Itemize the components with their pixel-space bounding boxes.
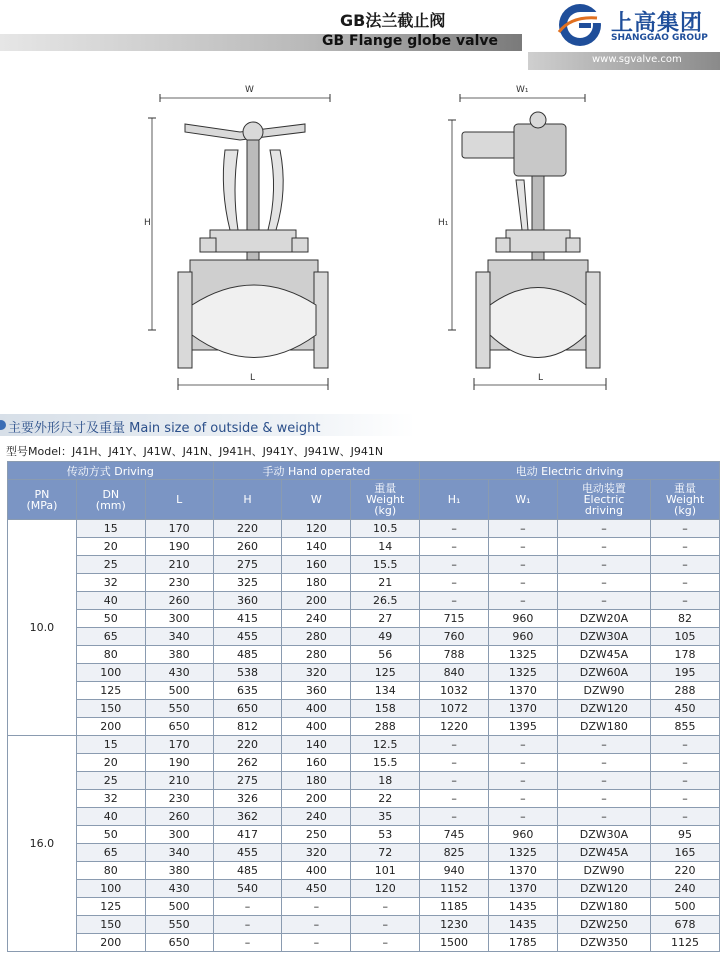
table-cell: DZW350 bbox=[557, 934, 650, 952]
table-cell: DZW45A bbox=[557, 844, 650, 862]
table-row bbox=[8, 520, 720, 538]
table-cell: – bbox=[557, 556, 650, 574]
table-cell: 134 bbox=[351, 682, 420, 700]
table-row bbox=[8, 538, 720, 556]
table-cell: – bbox=[420, 538, 489, 556]
table-row bbox=[8, 844, 720, 862]
table-row bbox=[8, 898, 720, 916]
table-cell: 788 bbox=[420, 646, 489, 664]
table-cell: – bbox=[557, 520, 650, 538]
table-cell: 960 bbox=[489, 628, 558, 646]
table-cell: 1435 bbox=[489, 898, 558, 916]
table-cell: 1370 bbox=[489, 700, 558, 718]
table-cell: 150 bbox=[76, 700, 145, 718]
table-cell: – bbox=[557, 790, 650, 808]
col-header-dn: DN (mm) bbox=[76, 480, 145, 520]
table-cell: 95 bbox=[651, 826, 720, 844]
table-cell: – bbox=[557, 754, 650, 772]
table-cell: DZW60A bbox=[557, 664, 650, 682]
table-cell: 262 bbox=[213, 754, 282, 772]
website-link[interactable]: www.sgvalve.com bbox=[592, 54, 682, 65]
table-cell: 325 bbox=[213, 574, 282, 592]
table-cell: 170 bbox=[145, 520, 213, 538]
table-row bbox=[8, 772, 720, 790]
table-cell: – bbox=[489, 736, 558, 754]
table-cell: – bbox=[489, 772, 558, 790]
table-cell: 415 bbox=[213, 610, 282, 628]
table-cell: 260 bbox=[213, 538, 282, 556]
table-cell: 40 bbox=[76, 808, 145, 826]
table-cell: – bbox=[282, 916, 351, 934]
model-line: 型号Model：J41H、J41Y、J41W、J41N、J941H、J941Y、J941W、J941N bbox=[6, 445, 384, 458]
page-title-en: GB Flange globe valve bbox=[322, 33, 499, 49]
table-cell: 26.5 bbox=[351, 592, 420, 610]
pn-cell: 10.0 bbox=[8, 520, 77, 736]
group-header-hand: 手动 Hand operated bbox=[213, 462, 420, 480]
table-cell: 195 bbox=[651, 664, 720, 682]
table-cell: – bbox=[651, 538, 720, 556]
table-cell: – bbox=[420, 808, 489, 826]
g-logo-icon bbox=[557, 2, 603, 48]
table-cell: – bbox=[213, 916, 282, 934]
table-cell: 56 bbox=[351, 646, 420, 664]
brand-name-cn: 上高集团 bbox=[611, 11, 704, 36]
spec-table bbox=[7, 461, 720, 952]
table-cell: – bbox=[489, 790, 558, 808]
table-cell: 210 bbox=[145, 772, 213, 790]
table-cell: – bbox=[557, 772, 650, 790]
table-cell: DZW90 bbox=[557, 862, 650, 880]
table-cell: 500 bbox=[651, 898, 720, 916]
table-cell: – bbox=[351, 934, 420, 952]
table-cell: – bbox=[351, 898, 420, 916]
table-cell: – bbox=[213, 898, 282, 916]
table-cell: 220 bbox=[213, 520, 282, 538]
bullet-icon bbox=[0, 420, 6, 430]
table-cell: 678 bbox=[651, 916, 720, 934]
valve-drawing bbox=[130, 80, 610, 400]
table-cell: 360 bbox=[213, 592, 282, 610]
table-cell: 21 bbox=[351, 574, 420, 592]
table-cell: 1220 bbox=[420, 718, 489, 736]
table-cell: 500 bbox=[145, 898, 213, 916]
table-cell: DZW120 bbox=[557, 700, 650, 718]
table-cell: 230 bbox=[145, 574, 213, 592]
table-cell: 125 bbox=[76, 898, 145, 916]
table-cell: 200 bbox=[282, 790, 351, 808]
table-cell: – bbox=[489, 592, 558, 610]
table-row bbox=[8, 628, 720, 646]
table-cell: 825 bbox=[420, 844, 489, 862]
table-cell: 18 bbox=[351, 772, 420, 790]
table-cell: 1325 bbox=[489, 646, 558, 664]
dim-w-label: W bbox=[245, 85, 254, 95]
table-cell: 455 bbox=[213, 844, 282, 862]
table-cell: – bbox=[420, 772, 489, 790]
table-row bbox=[8, 916, 720, 934]
table-cell: – bbox=[651, 592, 720, 610]
table-cell: 280 bbox=[282, 628, 351, 646]
table-cell: 550 bbox=[145, 916, 213, 934]
table-cell: 120 bbox=[282, 520, 351, 538]
table-cell: 400 bbox=[282, 700, 351, 718]
table-cell: 340 bbox=[145, 628, 213, 646]
dim-l-label: L bbox=[250, 373, 256, 383]
table-cell: 320 bbox=[282, 664, 351, 682]
table-cell: 855 bbox=[651, 718, 720, 736]
table-cell: 15.5 bbox=[351, 754, 420, 772]
table-cell: DZW180 bbox=[557, 718, 650, 736]
col-header-h: H bbox=[213, 480, 282, 520]
table-cell: 25 bbox=[76, 772, 145, 790]
table-cell: 14 bbox=[351, 538, 420, 556]
table-cell: – bbox=[420, 556, 489, 574]
table-cell: DZW180 bbox=[557, 898, 650, 916]
table-row bbox=[8, 880, 720, 898]
table-cell: 550 bbox=[145, 700, 213, 718]
table-cell: 430 bbox=[145, 664, 213, 682]
col-header-w1: W₁ bbox=[489, 480, 558, 520]
table-cell: – bbox=[420, 736, 489, 754]
table-cell: 65 bbox=[76, 628, 145, 646]
table-cell: 80 bbox=[76, 862, 145, 880]
table-cell: 430 bbox=[145, 880, 213, 898]
table-cell: 260 bbox=[145, 808, 213, 826]
table-cell: – bbox=[420, 790, 489, 808]
col-header-l: L bbox=[145, 480, 213, 520]
table-cell: 160 bbox=[282, 556, 351, 574]
table-cell: 25 bbox=[76, 556, 145, 574]
table-cell: 1072 bbox=[420, 700, 489, 718]
table-cell: 240 bbox=[282, 808, 351, 826]
table-cell: – bbox=[651, 772, 720, 790]
table-cell: – bbox=[651, 574, 720, 592]
col-header-w: W bbox=[282, 480, 351, 520]
table-cell: 540 bbox=[213, 880, 282, 898]
table-cell: 745 bbox=[420, 826, 489, 844]
table-cell: 326 bbox=[213, 790, 282, 808]
table-cell: 275 bbox=[213, 772, 282, 790]
table-cell: 158 bbox=[351, 700, 420, 718]
table-cell: 635 bbox=[213, 682, 282, 700]
table-cell: 105 bbox=[651, 628, 720, 646]
table-cell: 400 bbox=[282, 862, 351, 880]
group-header-driving: 传动方式 Driving bbox=[8, 462, 214, 480]
table-cell: 125 bbox=[76, 682, 145, 700]
table-cell: 230 bbox=[145, 790, 213, 808]
table-cell: 190 bbox=[145, 754, 213, 772]
col-header-h1: H₁ bbox=[420, 480, 489, 520]
dim-w1-label: W₁ bbox=[516, 85, 529, 95]
table-cell: – bbox=[213, 934, 282, 952]
table-cell: – bbox=[489, 520, 558, 538]
col-header-device: 电动装置 Electric driving bbox=[557, 480, 650, 520]
table-cell: 300 bbox=[145, 610, 213, 628]
table-cell: – bbox=[651, 754, 720, 772]
table-cell: – bbox=[489, 754, 558, 772]
table-cell: – bbox=[651, 736, 720, 754]
table-cell: 1785 bbox=[489, 934, 558, 952]
table-cell: 650 bbox=[145, 718, 213, 736]
table-cell: 50 bbox=[76, 610, 145, 628]
table-row bbox=[8, 592, 720, 610]
table-cell: 15 bbox=[76, 736, 145, 754]
table-cell: DZW30A bbox=[557, 628, 650, 646]
table-cell: 32 bbox=[76, 790, 145, 808]
column-header-row bbox=[8, 480, 720, 520]
table-cell: 101 bbox=[351, 862, 420, 880]
table-cell: – bbox=[557, 592, 650, 610]
table-cell: 200 bbox=[76, 934, 145, 952]
table-cell: 140 bbox=[282, 538, 351, 556]
table-cell: 760 bbox=[420, 628, 489, 646]
table-cell: – bbox=[651, 556, 720, 574]
table-cell: 380 bbox=[145, 862, 213, 880]
table-cell: 1370 bbox=[489, 862, 558, 880]
page-title-cn: GB法兰截止阀 bbox=[340, 11, 446, 30]
table-cell: – bbox=[489, 556, 558, 574]
table-cell: 180 bbox=[282, 772, 351, 790]
table-cell: – bbox=[282, 934, 351, 952]
table-cell: 160 bbox=[282, 754, 351, 772]
table-cell: 320 bbox=[282, 844, 351, 862]
table-row bbox=[8, 934, 720, 952]
table-cell: 150 bbox=[76, 916, 145, 934]
pn-cell: 16.0 bbox=[8, 736, 77, 952]
table-cell: 178 bbox=[651, 646, 720, 664]
table-cell: 1325 bbox=[489, 664, 558, 682]
group-header-electric: 电动 Electric driving bbox=[420, 462, 720, 480]
table-row bbox=[8, 718, 720, 736]
table-cell: 362 bbox=[213, 808, 282, 826]
table-cell: 1500 bbox=[420, 934, 489, 952]
table-cell: 650 bbox=[145, 934, 213, 952]
table-cell: 32 bbox=[76, 574, 145, 592]
table-cell: 380 bbox=[145, 646, 213, 664]
table-cell: 120 bbox=[351, 880, 420, 898]
dim-h-label: H bbox=[144, 218, 151, 228]
table-cell: – bbox=[282, 898, 351, 916]
table-row bbox=[8, 556, 720, 574]
table-row bbox=[8, 754, 720, 772]
table-row bbox=[8, 862, 720, 880]
section-title: 主要外形尺寸及重量 Main size of outside & weight bbox=[8, 421, 321, 436]
table-cell: 1032 bbox=[420, 682, 489, 700]
table-cell: 360 bbox=[282, 682, 351, 700]
table-cell: 210 bbox=[145, 556, 213, 574]
table-cell: DZW90 bbox=[557, 682, 650, 700]
table-cell: 15 bbox=[76, 520, 145, 538]
brand-name-en: SHANGGAO GROUP bbox=[611, 33, 708, 43]
table-cell: 240 bbox=[651, 880, 720, 898]
table-cell: 170 bbox=[145, 736, 213, 754]
col-header-pn: PN (MPa) bbox=[8, 480, 77, 520]
table-cell: 450 bbox=[282, 880, 351, 898]
table-cell: 1125 bbox=[651, 934, 720, 952]
table-cell: – bbox=[557, 736, 650, 754]
table-cell: – bbox=[420, 592, 489, 610]
table-cell: 12.5 bbox=[351, 736, 420, 754]
table-cell: 72 bbox=[351, 844, 420, 862]
table-cell: 455 bbox=[213, 628, 282, 646]
table-cell: – bbox=[489, 574, 558, 592]
table-cell: 1185 bbox=[420, 898, 489, 916]
table-cell: 485 bbox=[213, 646, 282, 664]
table-cell: 20 bbox=[76, 538, 145, 556]
table-cell: 100 bbox=[76, 664, 145, 682]
table-cell: – bbox=[420, 520, 489, 538]
table-row bbox=[8, 736, 720, 754]
table-cell: 20 bbox=[76, 754, 145, 772]
table-cell: DZW120 bbox=[557, 880, 650, 898]
table-cell: – bbox=[489, 808, 558, 826]
table-cell: DZW45A bbox=[557, 646, 650, 664]
table-row bbox=[8, 574, 720, 592]
table-row bbox=[8, 610, 720, 628]
table-cell: 125 bbox=[351, 664, 420, 682]
table-cell: 1370 bbox=[489, 880, 558, 898]
table-cell: 275 bbox=[213, 556, 282, 574]
table-cell: – bbox=[351, 916, 420, 934]
table-cell: 1370 bbox=[489, 682, 558, 700]
table-row bbox=[8, 664, 720, 682]
dim-l2-label: L bbox=[538, 373, 544, 383]
table-cell: 82 bbox=[651, 610, 720, 628]
table-cell: 50 bbox=[76, 826, 145, 844]
table-cell: 250 bbox=[282, 826, 351, 844]
table-cell: 22 bbox=[351, 790, 420, 808]
table-cell: 1230 bbox=[420, 916, 489, 934]
table-cell: – bbox=[489, 538, 558, 556]
table-cell: – bbox=[557, 538, 650, 556]
table-cell: 1152 bbox=[420, 880, 489, 898]
table-cell: 1325 bbox=[489, 844, 558, 862]
table-cell: 1435 bbox=[489, 916, 558, 934]
table-cell: – bbox=[420, 754, 489, 772]
dim-h1-label: H₁ bbox=[438, 218, 449, 228]
table-cell: 538 bbox=[213, 664, 282, 682]
table-cell: 65 bbox=[76, 844, 145, 862]
col-header-weight-elec: 重量 Weight (kg) bbox=[651, 480, 720, 520]
table-cell: 80 bbox=[76, 646, 145, 664]
table-cell: 485 bbox=[213, 862, 282, 880]
group-header-row bbox=[8, 462, 720, 480]
table-cell: 220 bbox=[213, 736, 282, 754]
table-cell: 220 bbox=[651, 862, 720, 880]
table-cell: 200 bbox=[282, 592, 351, 610]
table-cell: 200 bbox=[76, 718, 145, 736]
table-cell: 650 bbox=[213, 700, 282, 718]
table-cell: – bbox=[651, 790, 720, 808]
section-heading bbox=[0, 414, 415, 436]
table-cell: 715 bbox=[420, 610, 489, 628]
table-cell: 500 bbox=[145, 682, 213, 700]
brand-logo bbox=[557, 2, 717, 52]
table-cell: – bbox=[557, 574, 650, 592]
table-cell: 280 bbox=[282, 646, 351, 664]
table-cell: 140 bbox=[282, 736, 351, 754]
table-cell: 288 bbox=[651, 682, 720, 700]
table-cell: 180 bbox=[282, 574, 351, 592]
table-cell: – bbox=[651, 808, 720, 826]
table-row bbox=[8, 646, 720, 664]
table-cell: 300 bbox=[145, 826, 213, 844]
spec-table-body bbox=[8, 520, 720, 952]
table-cell: – bbox=[420, 574, 489, 592]
table-cell: 960 bbox=[489, 826, 558, 844]
table-cell: 10.5 bbox=[351, 520, 420, 538]
table-cell: DZW30A bbox=[557, 826, 650, 844]
table-cell: 940 bbox=[420, 862, 489, 880]
table-row bbox=[8, 826, 720, 844]
table-cell: 27 bbox=[351, 610, 420, 628]
table-cell: 165 bbox=[651, 844, 720, 862]
table-row bbox=[8, 790, 720, 808]
table-cell: 240 bbox=[282, 610, 351, 628]
table-cell: 35 bbox=[351, 808, 420, 826]
table-cell: 417 bbox=[213, 826, 282, 844]
col-header-weight-hand: 重量 Weight (kg) bbox=[351, 480, 420, 520]
table-row bbox=[8, 682, 720, 700]
table-row bbox=[8, 700, 720, 718]
table-cell: 15.5 bbox=[351, 556, 420, 574]
table-cell: DZW250 bbox=[557, 916, 650, 934]
table-cell: 260 bbox=[145, 592, 213, 610]
table-cell: 840 bbox=[420, 664, 489, 682]
table-cell: 100 bbox=[76, 880, 145, 898]
table-cell: 190 bbox=[145, 538, 213, 556]
table-cell: 450 bbox=[651, 700, 720, 718]
table-cell: 960 bbox=[489, 610, 558, 628]
table-cell: 53 bbox=[351, 826, 420, 844]
table-cell: – bbox=[651, 520, 720, 538]
table-cell: – bbox=[557, 808, 650, 826]
table-cell: 40 bbox=[76, 592, 145, 610]
table-cell: 288 bbox=[351, 718, 420, 736]
table-cell: 49 bbox=[351, 628, 420, 646]
table-cell: DZW20A bbox=[557, 610, 650, 628]
table-row bbox=[8, 808, 720, 826]
table-cell: 1395 bbox=[489, 718, 558, 736]
table-cell: 812 bbox=[213, 718, 282, 736]
table-cell: 340 bbox=[145, 844, 213, 862]
table-cell: 400 bbox=[282, 718, 351, 736]
